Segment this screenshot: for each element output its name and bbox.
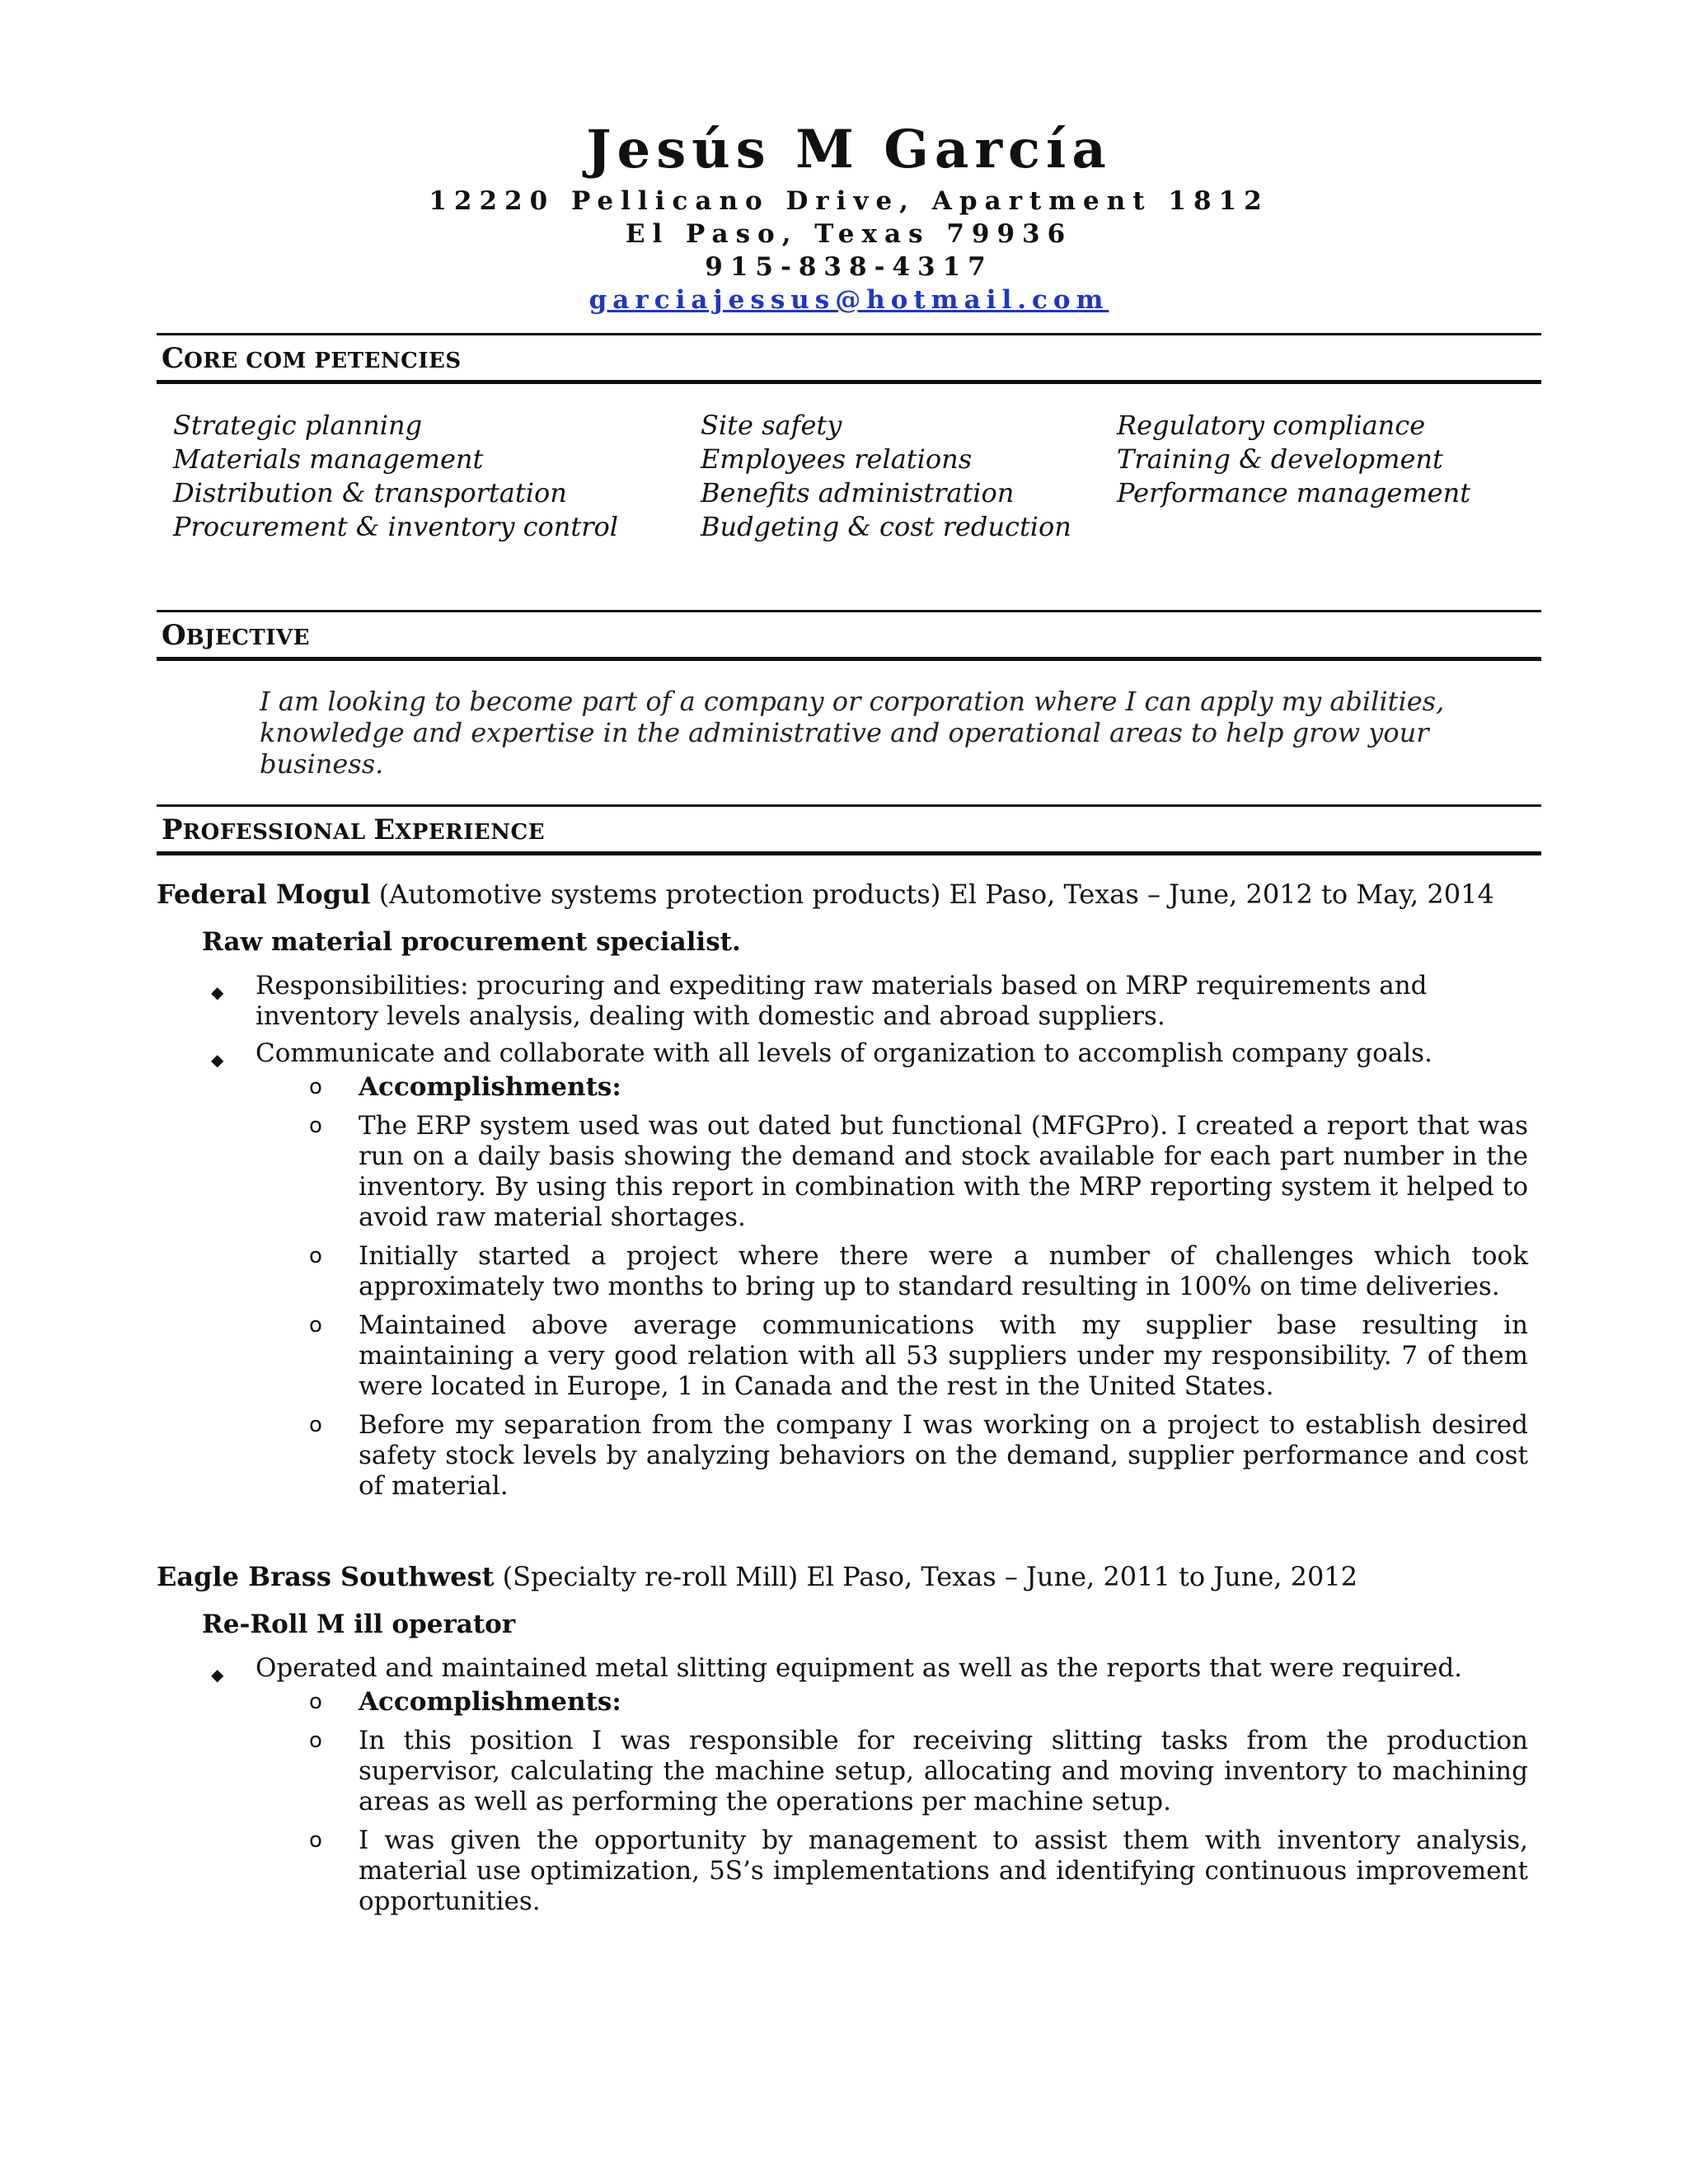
competency-item: Benefits administration	[701, 477, 1015, 509]
competency-item: Distribution & transportation	[173, 477, 567, 509]
competencies-column-1	[173, 409, 701, 544]
circle-bullet-icon: o	[309, 1075, 322, 1099]
job-details: (Automotive systems protection products) El Paso, Texas – June, 2012 to May, 2014	[370, 879, 1494, 910]
address-line-2: El Paso, Texas 79936	[625, 219, 1073, 249]
section-header-professional-experience	[157, 804, 1541, 855]
resume-page	[157, 115, 1541, 1925]
job-role: Re-Roll M ill operator	[202, 1610, 516, 1639]
diamond-bullet-icon: ◆	[211, 982, 224, 1002]
company-name: Eagle Brass Southwest	[157, 1561, 495, 1592]
competency-item: Materials management	[173, 443, 484, 475]
accomplishment-item	[157, 1310, 1535, 1402]
bullet-text: Responsibilities: procuring and expediting raw materials based on MRP requirements and inventory levels analysis, dealing with domestic and abroad suppliers.	[256, 971, 1428, 1031]
competency-item: Site safety	[701, 410, 842, 441]
job-bullets	[157, 971, 1541, 1502]
competency-item: Training & development	[1117, 443, 1443, 475]
section-rest: XPERIENCE	[395, 820, 546, 845]
diamond-bullet-icon: ◆	[211, 1050, 224, 1070]
diamond-bullet-icon: ◆	[211, 1665, 224, 1685]
accomplishment-item	[157, 1825, 1535, 1917]
job-heading	[157, 1559, 1541, 1594]
job-details: (Specialty re-roll Mill) El Paso, Texas – June, 2011 to June, 2012	[494, 1561, 1358, 1592]
competency-item: Performance management	[1117, 477, 1471, 509]
circle-bullet-icon: o	[309, 1244, 322, 1268]
section-header-core-competencies	[157, 333, 1541, 384]
circle-bullet-icon: o	[309, 1690, 322, 1714]
section-rest: ROFESSIONAL	[182, 820, 374, 845]
section-initial: E	[373, 813, 396, 846]
job-entry-eagle-brass	[157, 1559, 1541, 1917]
circle-bullet-icon: o	[309, 1413, 322, 1437]
company-name: Federal Mogul	[157, 879, 371, 910]
accomplishments-label: Accomplishments:	[359, 1072, 621, 1102]
accomplishment-text: Maintained above average communications with my supplier base resulting in maintaining a very good relation with all 53 suppliers under my responsibility. 7 of them were located in Europe, 1 in Canada and the rest in the United States.	[359, 1310, 1528, 1401]
accomplishments-label: Accomplishments:	[359, 1687, 621, 1717]
bullet-text: Communicate and collaborate with all levels of organization to accomplish company goals.	[256, 1038, 1432, 1068]
circle-bullet-icon: o	[309, 1828, 322, 1853]
competencies-grid	[157, 409, 1541, 544]
job-bullet	[157, 971, 1541, 1032]
circle-bullet-icon: o	[309, 1113, 322, 1138]
accomplishment-item	[157, 1410, 1535, 1502]
job-role: Raw material procurement specialist.	[202, 927, 741, 957]
competency-item: Employees relations	[701, 443, 973, 475]
candidate-name: Jesús M García	[586, 119, 1112, 180]
competency-item: Budgeting & cost reduction	[701, 511, 1071, 542]
accomplishments-label-item	[157, 1687, 1535, 1718]
address-line-1: 12220 Pellicano Drive, Apartment 1812	[429, 186, 1269, 216]
accomplishment-text: Before my separation from the company I was working on a project to establish desired safety stock levels by analyzing behaviors on the demand, supplier performance and cost of material.	[359, 1410, 1528, 1501]
job-entry-federal-mogul	[157, 877, 1541, 1502]
accomplishment-text: In this position I was responsible for receiving slitting tasks from the production supervisor, calculating the machine setup, allocating and moving inventory to machining areas as well as performing the operations per machine setup.	[359, 1726, 1528, 1816]
objective-text: I am looking to become part of a company or corporation where I can apply my abilities, knowledge and expertise in the administrative and operational areas to help grow your business.	[260, 686, 1445, 780]
section-initial: C	[162, 342, 185, 375]
job-bullet	[157, 1653, 1541, 1917]
job-heading	[157, 877, 1541, 912]
competency-item: Strategic planning	[173, 410, 423, 441]
accomplishments-label-item	[157, 1072, 1535, 1103]
section-header-objective	[157, 610, 1541, 661]
job-bullet	[157, 1038, 1541, 1502]
circle-bullet-icon: o	[309, 1728, 322, 1753]
phone-number: 915-838-4317	[705, 252, 993, 282]
section-initial: P	[162, 813, 183, 846]
accomplishments-list	[157, 1687, 1535, 1917]
circle-bullet-icon: o	[309, 1313, 322, 1338]
accomplishment-item	[157, 1726, 1535, 1817]
section-initial: O	[162, 619, 186, 652]
job-bullets	[157, 1653, 1541, 1917]
accomplishments-list	[157, 1072, 1535, 1502]
accomplishment-text: I was given the opportunity by management to assist them with inventory analysis, material use optimization, 5S’s implementations and identifying continuous improvement opportunities.	[359, 1825, 1528, 1916]
competencies-column-3	[1117, 409, 1533, 544]
competency-item: Procurement & inventory control	[173, 511, 619, 542]
accomplishment-text: The ERP system used was out dated but functional (MFGPro). I created a report that was run on a daily basis showing the demand and stock available for each part number in the inventory. By using this report in combination with the MRP reporting system it helped to avoid raw material shortages.	[359, 1111, 1528, 1232]
accomplishment-item	[157, 1111, 1535, 1233]
email-row	[157, 284, 1541, 316]
competency-item: Regulatory compliance	[1117, 410, 1426, 441]
section-rest: ORE COM PETENCIES	[184, 349, 462, 373]
bullet-text: Operated and maintained metal slitting equipment as well as the reports that were required.	[256, 1653, 1463, 1683]
section-rest: BJECTIVE	[185, 626, 310, 650]
accomplishment-item	[157, 1241, 1535, 1302]
competencies-column-2	[701, 409, 1117, 544]
accomplishment-text: Initially started a project where there were a number of challenges which took approximately two months to bring up to standard resulting in 100% on time deliveries.	[359, 1241, 1528, 1301]
email-link[interactable]: garciajessus@hotmail.com	[588, 285, 1109, 315]
